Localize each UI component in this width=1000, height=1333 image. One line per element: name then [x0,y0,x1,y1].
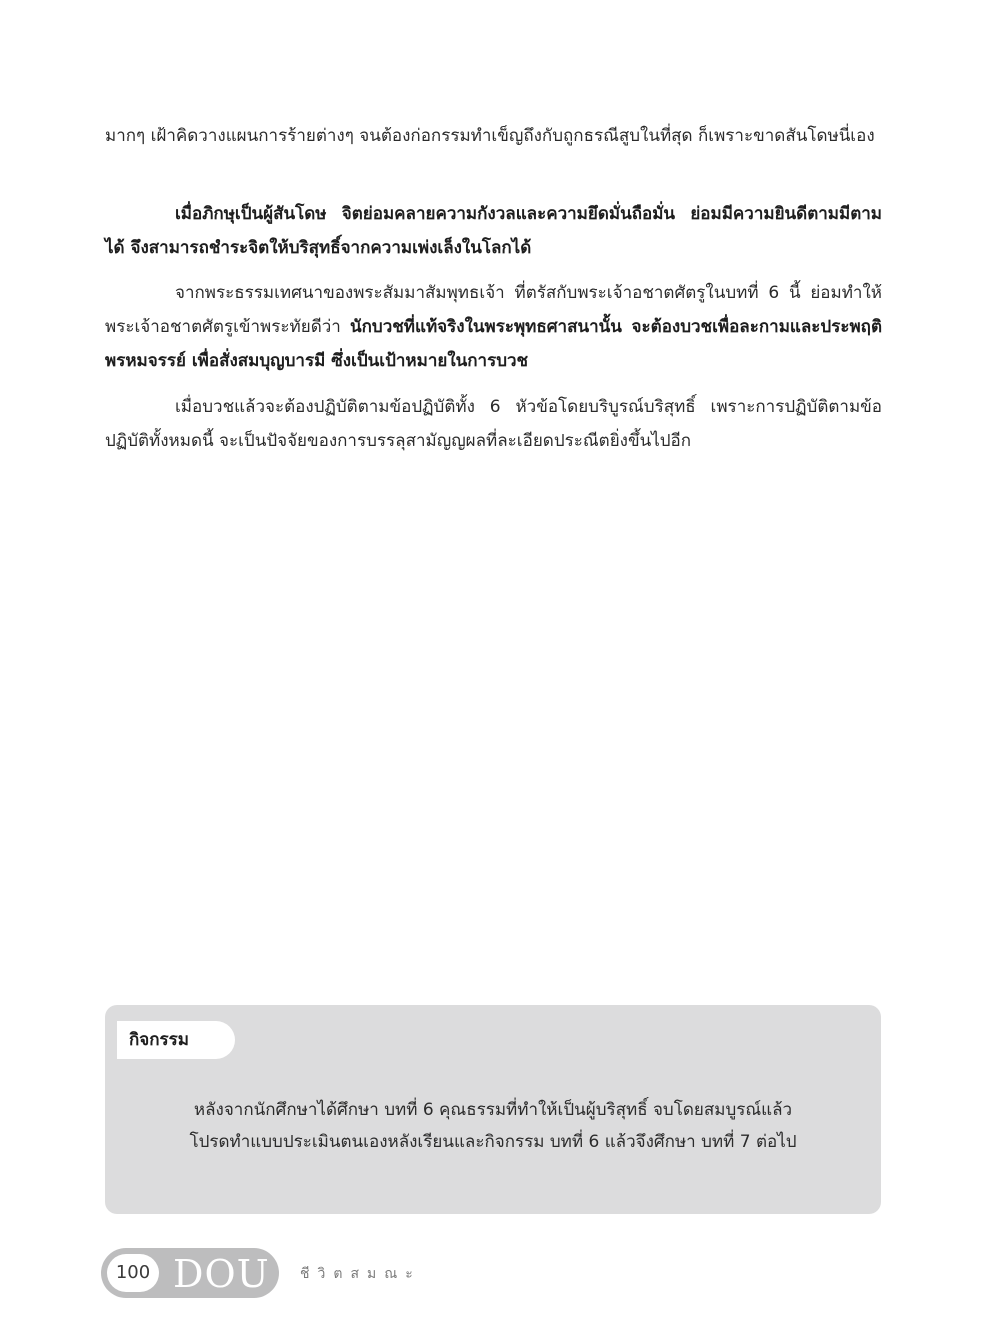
activity-text-line-2: โปรดทำแบบประเมินตนเองหลังเรียนและกิจกรรม บทที่ 6 แล้วจึงศึกษา บทที่ 7 ต่อไป [189,1132,797,1152]
activity-text-line-1: หลังจากนักศึกษาได้ศึกษา บทที่ 6 คุณธรรมที่ทำให้เป็นผู้บริสุทธิ์ จบโดยสมบูรณ์แล้ว [193,1100,793,1120]
paragraph-3 [105,276,882,378]
activity-label: กิจกรรม [117,1021,235,1059]
paragraph-3-emphasis: นักบวชที่แท้จริงในพระพุทธศาสนานั้น จะต้องบวชเพื่อละกามและประพฤติพรหมจรรย์ เพื่อสั่งสมบุญบารมี ซึ่งเป็นเป้าหมายในการบวช [105,317,882,371]
page-number: 100 [107,1254,159,1292]
activity-box [105,1005,881,1214]
book-title: ชีวิตสมณะ [300,1266,421,1282]
paragraph-1: มากๆ เฝ้าคิดวางแผนการร้ายต่างๆ จนต้องก่อกรรมทำเข็ญถึงกับถูกธรณีสูบในที่สุด ก็เพราะขาดสันโดษนี่เอง [105,126,875,146]
paragraph-3-intro: จากพระธรรมเทศนาของพระสัมมาสัมพุทธเจ้า ที่ตรัสกับพระเจ้าอชาตศัตรูในบทที่ 6 นี้ ย่อมทำให้พระเจ้าอชาตศัตรูเข้าพระทัยดีว่า [105,283,882,337]
footer-badge [101,1248,279,1298]
paragraph-2-bold: เมื่อภิกษุเป็นผู้สันโดษ จิตย่อมคลายความกังวลและความยึดมั่นถือมั่น ย่อมมีความยินดีตามมีตามได้ จึงสามารถชำระจิตให้บริสุทธิ์จากความเพ่งเล็งในโลกได้ [105,204,882,258]
paragraph-4: เมื่อบวชแล้วจะต้องปฏิบัติตามข้อปฏิบัติทั้ง 6 หัวข้อโดยบริบูรณ์บริสุทธิ์ เพราะการปฏิบัติตามข้อปฏิบัติทั้งหมดนี้ จะเป็นปัจจัยของการบรรลุสามัญญผลที่ละเอียดประณีตยิ่งขึ้นไปอีก [105,397,882,451]
dou-logo: DOU [173,1252,270,1296]
